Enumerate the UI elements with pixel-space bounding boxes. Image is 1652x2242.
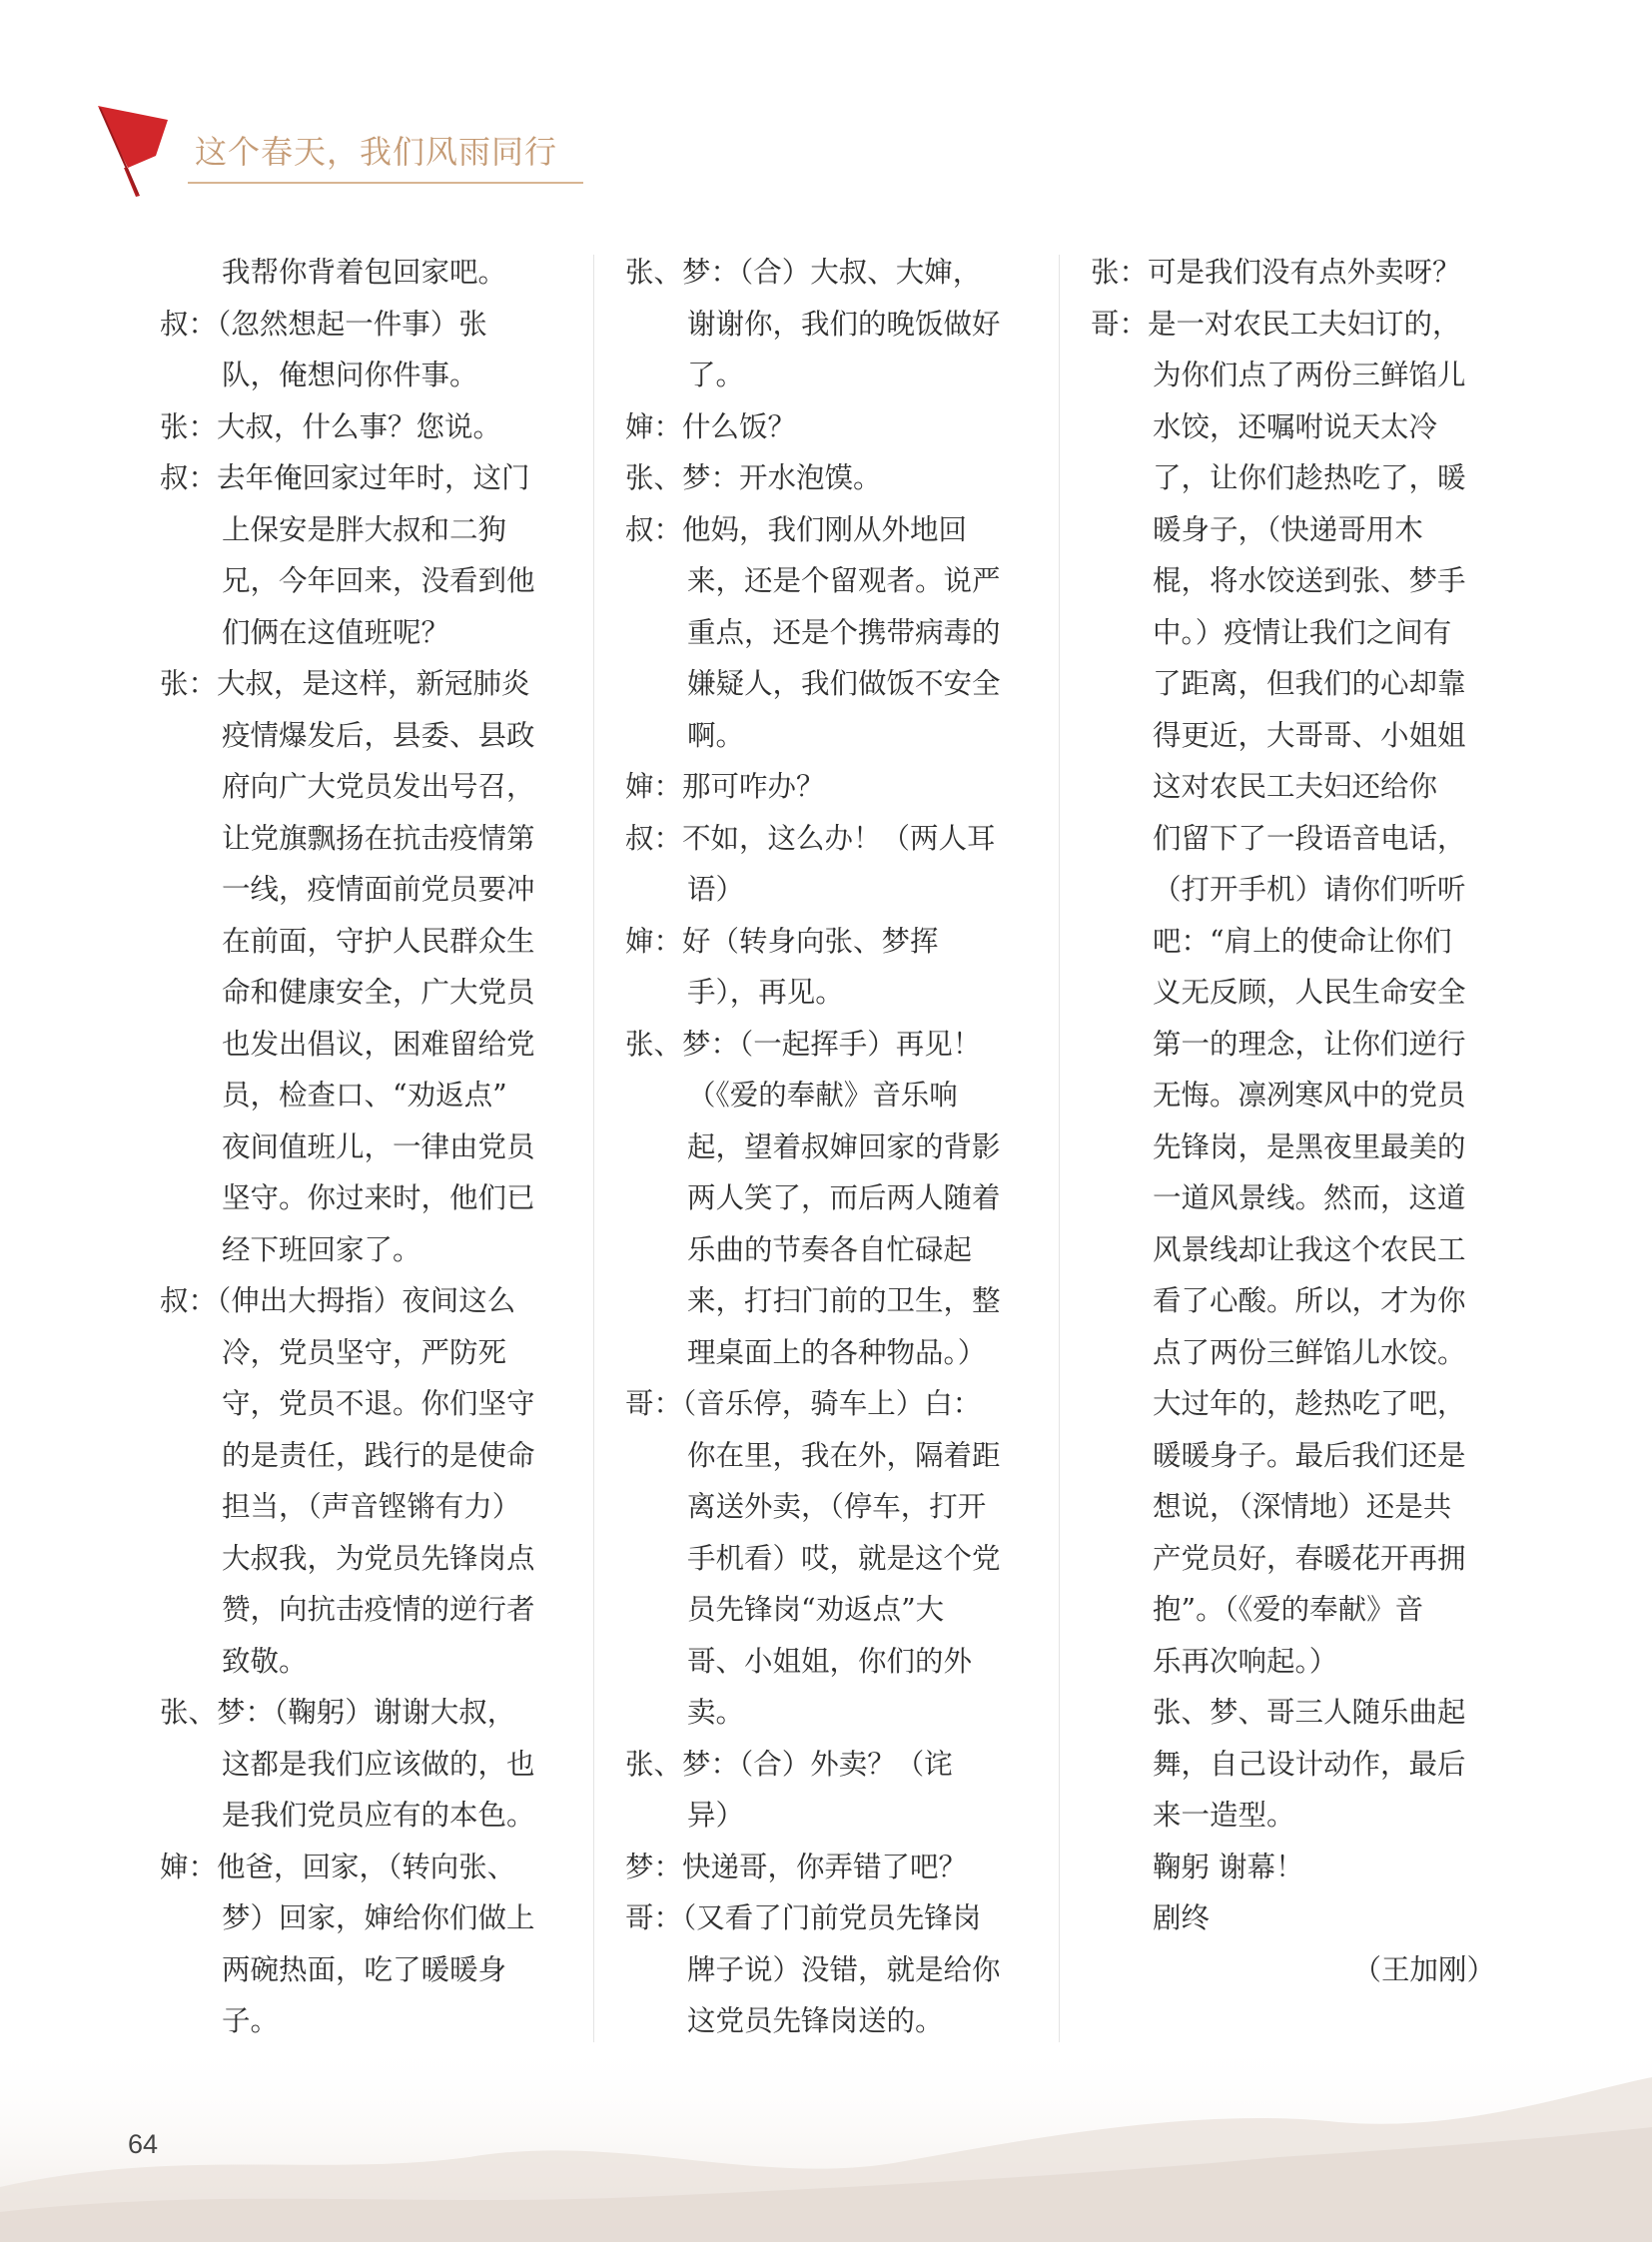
text-line: 一道风景线。然而，这道 xyxy=(1153,1181,1466,1214)
text-line: 张、梦：（一起挥手）再见！ xyxy=(625,1027,982,1061)
text-line: 卖。 xyxy=(687,1696,745,1729)
text-line: 哥：（音乐停，骑车上）白： xyxy=(625,1387,982,1420)
text-line: 水饺，还嘱咐说天太冷 xyxy=(1153,409,1438,443)
text-line: 想说，（深情地）还是共 xyxy=(1153,1490,1452,1523)
text-column-2 xyxy=(625,247,1030,2044)
text-line: 们留下了一段语音电话， xyxy=(1153,821,1466,855)
section-title: 这个春天，我们风雨同行 xyxy=(195,133,558,171)
text-line: 子。 xyxy=(222,2004,280,2037)
text-line: 无悔。凛冽寒风中的党员 xyxy=(1153,1079,1466,1112)
text-line: 员先锋岗“劝返点”大 xyxy=(687,1593,945,1626)
text-line: （打开手机）请你们听听 xyxy=(1153,873,1466,906)
text-line: 谢谢你，我们的晚饭做好 xyxy=(687,307,1001,341)
text-line: 我帮你背着包回家吧。 xyxy=(222,256,507,289)
text-line: 守，党员不退。你们坚守 xyxy=(222,1387,535,1420)
text-line: 看了心酸。所以，才为你 xyxy=(1153,1284,1466,1317)
text-line: 剧终 xyxy=(1153,1901,1211,1934)
text-line: 先锋岗，是黑夜里最美的 xyxy=(1153,1129,1466,1163)
text-line: 叔：去年俺回家过年时，这门 xyxy=(160,461,530,494)
text-line: 棍，将水饺送到张、梦手 xyxy=(1153,564,1466,597)
text-line: 鞠躬 谢幕！ xyxy=(1153,1850,1304,1883)
text-line: 梦：快递哥，你弄错了吧？ xyxy=(625,1850,968,1883)
text-line: 夜间值班儿，一律由党员 xyxy=(222,1129,535,1163)
text-line: 哥、小姐姐，你们的外 xyxy=(687,1644,973,1678)
text-line: 异） xyxy=(687,1799,745,1832)
text-line: 担当，（声音铿锵有力） xyxy=(222,1490,521,1523)
text-line: 婶：好（转身向张、梦挥 xyxy=(625,924,939,958)
text-line: 张、梦：开水泡馍。 xyxy=(625,461,882,494)
text-line: 暖暖身子。最后我们还是 xyxy=(1153,1438,1466,1472)
text-line: 义无反顾，人民生命安全 xyxy=(1153,976,1466,1009)
text-line: 张、梦：（合）大叔、大婶， xyxy=(625,256,982,289)
text-line: 你在里，我在外，隔着距 xyxy=(687,1438,1001,1472)
text-line: 们俩在这值班呢？ xyxy=(222,615,450,649)
text-line: 点了两份三鲜馅儿水饺。 xyxy=(1153,1335,1466,1369)
text-line: 冷，党员坚守，严防死 xyxy=(222,1335,507,1369)
text-line: 两碗热面，吃了暖暖身 xyxy=(222,1952,507,1986)
text-line: 婶：他爸，回家，（转向张、 xyxy=(160,1850,516,1883)
text-line: 疫情爆发后，县委、县政 xyxy=(222,718,535,752)
text-line: 坚守。你过来时，他们已 xyxy=(222,1181,535,1214)
text-line: 得更近，大哥哥、小姐姐 xyxy=(1153,718,1466,752)
text-line: 牌子说）没错，就是给你 xyxy=(687,1952,1001,1986)
text-line: 嫌疑人，我们做饭不安全 xyxy=(687,667,1001,700)
text-line: 了，让你们趁热吃了，暖 xyxy=(1153,461,1466,494)
text-line: （王加刚） xyxy=(1352,1952,1495,1986)
text-column-1 xyxy=(160,247,564,2044)
text-column-3 xyxy=(1091,247,1495,2044)
text-line: 叔：不如，这么办！（两人耳 xyxy=(625,821,996,855)
text-line: 手），再见。 xyxy=(687,976,844,1009)
page-header xyxy=(0,0,1652,200)
text-line: 是我们党员应有的本色。 xyxy=(222,1799,535,1832)
text-line: 张、梦、哥三人随乐曲起 xyxy=(1153,1696,1466,1729)
text-line: 张：大叔，是这样，新冠肺炎 xyxy=(160,667,530,700)
text-line: 赞，向抗击疫情的逆行者 xyxy=(222,1593,535,1626)
text-line: 离送外卖，（停车，打开 xyxy=(687,1490,987,1523)
text-line: 婶：什么饭？ xyxy=(625,409,797,443)
text-line: 风景线却让我这个农民工 xyxy=(1153,1232,1466,1266)
text-line: 叔：他妈，我们刚从外地回 xyxy=(625,512,968,546)
text-line: 理桌面上的各种物品。） xyxy=(687,1335,987,1369)
header-rule xyxy=(188,182,583,184)
text-line: 这党员先锋岗送的。 xyxy=(687,2004,944,2037)
text-line: 的是责任，践行的是使命 xyxy=(222,1438,535,1472)
text-line: 两人笑了，而后两人随着 xyxy=(687,1181,1001,1214)
text-line: 命和健康安全，广大党员 xyxy=(222,976,535,1009)
text-line: 中。）疫情让我们之间有 xyxy=(1153,615,1452,649)
text-line: 大过年的，趁热吃了吧， xyxy=(1153,1387,1466,1420)
text-line: 来，还是个留观者。说严 xyxy=(687,564,1001,597)
text-line: 哥：是一对农民工夫妇订的， xyxy=(1091,307,1461,341)
text-line: 大叔我，为党员先锋岗点 xyxy=(222,1541,535,1575)
landscape-background-art xyxy=(0,2037,1652,2242)
text-line: 员，检查口、“劝返点” xyxy=(222,1079,507,1112)
text-line: 致敬。 xyxy=(222,1644,308,1678)
text-line: 暖身子，（快递哥用木 xyxy=(1153,512,1423,546)
text-line: 上保安是胖大叔和二狗 xyxy=(222,512,507,546)
text-line: 叔：（忽然想起一件事）张 xyxy=(160,307,487,341)
text-line: 兄，今年回来，没看到他 xyxy=(222,564,535,597)
text-line: 语） xyxy=(687,873,745,906)
page-number: 64 xyxy=(128,2129,159,2159)
red-flag-icon xyxy=(98,106,188,198)
text-line: 啊。 xyxy=(687,718,745,752)
text-line: 张、梦：（鞠躬）谢谢大叔， xyxy=(160,1696,516,1729)
text-line: 张、梦：（合）外卖？（诧 xyxy=(625,1747,953,1781)
text-line: 起，望着叔婶回家的背影 xyxy=(687,1129,1001,1163)
column-divider xyxy=(593,255,594,2042)
text-line: 手机看）哎，就是这个党 xyxy=(687,1541,1001,1575)
text-line: 为你们点了两份三鲜馅儿 xyxy=(1153,359,1466,391)
text-line: 乐曲的节奏各自忙碌起 xyxy=(687,1232,973,1266)
text-line: 来，打扫门前的卫生，整 xyxy=(687,1284,1001,1317)
text-line: 抱”。（《爱的奉献》音 xyxy=(1153,1593,1424,1626)
text-line: 了。 xyxy=(687,359,745,391)
text-line: 婶：那可咋办？ xyxy=(625,770,825,803)
text-line: 在前面，守护人民群众生 xyxy=(222,924,535,958)
text-line: 经下班回家了。 xyxy=(222,1232,421,1266)
text-line: 这都是我们应该做的，也 xyxy=(222,1747,535,1781)
text-line: 了距离，但我们的心却靠 xyxy=(1153,667,1466,700)
text-line: （《爱的奉献》音乐响 xyxy=(687,1079,958,1112)
text-line: 梦）回家，婶给你们做上 xyxy=(222,1901,535,1934)
text-line: 队，俺想问你件事。 xyxy=(222,359,478,391)
text-line: 府向广大党员发出号召， xyxy=(222,770,535,803)
text-line: 叔：（伸出大拇指）夜间这么 xyxy=(160,1284,516,1317)
text-line: 第一的理念，让你们逆行 xyxy=(1153,1027,1466,1061)
column-divider xyxy=(1059,255,1060,2042)
text-line: 张：可是我们没有点外卖呀？ xyxy=(1091,256,1461,289)
text-line: 舞，自己设计动作，最后 xyxy=(1153,1747,1466,1781)
text-line: 吧：“肩上的使命让你们 xyxy=(1153,924,1452,958)
text-line: 这对农民工夫妇还给你 xyxy=(1153,770,1438,803)
text-line: 重点，还是个携带病毒的 xyxy=(687,615,1001,649)
text-line: 来一造型。 xyxy=(1153,1799,1295,1832)
text-line: 让党旗飘扬在抗击疫情第 xyxy=(222,821,535,855)
text-line: 一线，疫情面前党员要冲 xyxy=(222,873,535,906)
text-line: 产党员好，春暖花开再拥 xyxy=(1153,1541,1466,1575)
text-line: 张：大叔，什么事？您说。 xyxy=(160,409,502,443)
text-line: 哥：（又看了门前党员先锋岗 xyxy=(625,1901,982,1934)
text-line: 乐再次响起。） xyxy=(1153,1644,1338,1678)
text-line: 也发出倡议，困难留给党 xyxy=(222,1027,535,1061)
